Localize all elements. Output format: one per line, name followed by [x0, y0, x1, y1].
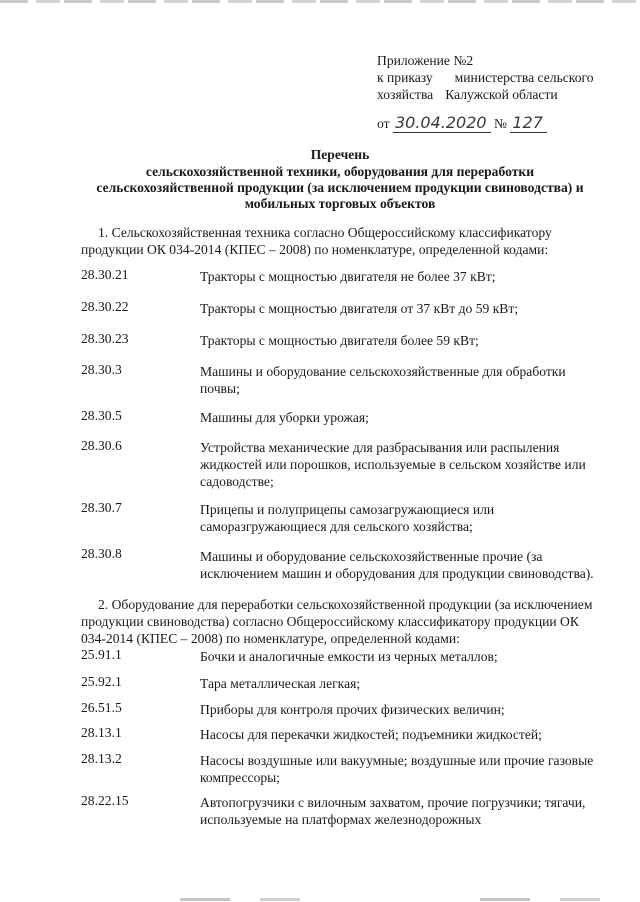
appendix-region-line	[377, 86, 558, 103]
section2-intro: 2. Оборудование для переработки сельскохозяйственной продукции (за исключением продукции свиноводства) согласно Общероссийскому классификатору продукции ОК 034-2014 (КПЕС – 2008) по номенклатуре, определенной кодами:	[81, 597, 593, 646]
desc-cell: Машины и оборудование сельскохозяйственные для обработки почвы;	[200, 364, 566, 396]
code-cell: 28.30.3	[81, 362, 122, 377]
code-cell: 28.22.15	[81, 793, 129, 808]
code-cell: 28.13.2	[81, 751, 122, 766]
scan-top-edge	[0, 0, 640, 3]
handwritten-number: 127	[510, 113, 547, 133]
desc-cell: Насосы воздушные или вакуумные; воздушные или прочие газовые компрессоры;	[200, 753, 594, 785]
handwritten-date: 30.04.2020	[393, 113, 491, 133]
code-cell: 28.30.5	[81, 408, 122, 423]
desc-cell: Тракторы с мощностью двигателя не более 37 кВт;	[200, 269, 496, 284]
desc-cell: Тракторы с мощностью двигателя более 59 кВт;	[200, 333, 479, 348]
scan-bottom-edge	[0, 898, 640, 901]
appendix-date-row	[377, 114, 547, 132]
appendix-region: Калужской области	[445, 87, 558, 102]
doc-title: Перечень	[310, 147, 370, 162]
number-prefix: №	[493, 116, 507, 131]
code-cell: 28.30.22	[81, 299, 129, 314]
desc-cell: Устройства механические для разбрасывания или распыления жидкостей или порошков, используемые в сельском хозяйстве или садоводстве;	[200, 440, 586, 489]
doc-subtitle-line1: сельскохозяйственной техники, оборудования для переработки	[145, 164, 535, 179]
appendix-ministry: министерства сельского	[454, 70, 594, 85]
desc-cell: Автопогрузчики с вилочным захватом, прочие погрузчики; тягачи, используемые на платформах железнодорожных	[200, 795, 586, 827]
desc-cell: Машины для уборки урожая;	[200, 410, 369, 425]
desc-cell: Прицепы и полуприцепы самозагружающиеся или саморазгружающиеся для сельского хозяйства;	[200, 502, 495, 534]
date-prefix: от	[377, 116, 390, 131]
desc-cell: Приборы для контроля прочих физических величин;	[200, 702, 505, 717]
code-cell: 25.92.1	[81, 674, 122, 689]
code-cell: 28.30.6	[81, 438, 122, 453]
doc-subtitle-line2: сельскохозяйственной продукции (за исключением продукции свиноводства) и	[96, 180, 584, 195]
appendix-order-prefix: к приказу	[377, 70, 433, 85]
desc-cell: Тракторы с мощностью двигателя от 37 кВт до 59 кВт;	[200, 301, 519, 316]
appendix-title: Приложение №2	[377, 53, 474, 68]
code-cell: 28.30.23	[81, 331, 129, 346]
desc-cell: Машины и оборудование сельскохозяйственные прочие (за исключением машин и оборудования для продукции свиноводства).	[200, 549, 594, 581]
desc-cell: Насосы для перекачки жидкостей; подъемники жидкостей;	[200, 727, 542, 742]
code-cell: 28.30.8	[81, 546, 122, 561]
code-cell: 28.30.7	[81, 500, 122, 515]
code-cell: 25.91.1	[81, 647, 122, 662]
desc-cell: Тара металлическая легкая;	[200, 676, 361, 691]
appendix-order-line	[377, 69, 594, 86]
desc-cell: Бочки и аналогичные емкости из черных металлов;	[200, 649, 498, 664]
section1-intro: 1. Сельскохозяйственная техника согласно Общероссийскому классификатору продукции ОК 034-2014 (КПЕС – 2008) по номенклатуре, определенной кодами:	[81, 225, 552, 257]
code-cell: 26.51.5	[81, 700, 122, 715]
code-cell: 28.13.1	[81, 725, 122, 740]
doc-subtitle-line3: мобильных торговых объектов	[244, 196, 436, 211]
code-cell: 28.30.21	[81, 267, 129, 282]
appendix-agriculture: хозяйства	[377, 87, 434, 102]
